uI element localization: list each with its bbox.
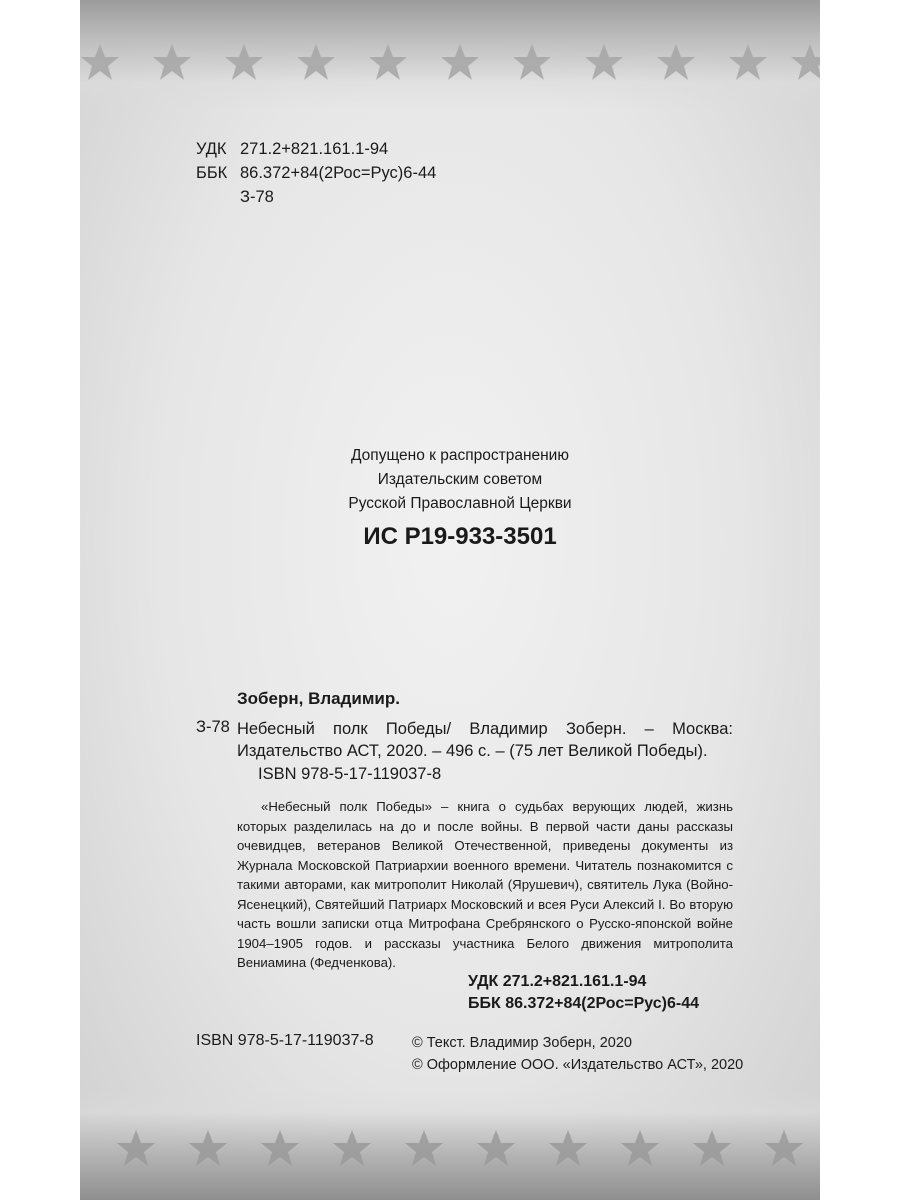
approval-number: ИС Р19-933-3501 — [363, 523, 557, 550]
approval-line-2: Издательским советом — [377, 471, 543, 488]
bbk-bold: ББК 86.372+84(2Рос=Рус)6-44 — [468, 995, 700, 1012]
catalog-codes-bold — [468, 971, 699, 1015]
bib-line-2: Издательство АСТ, 2020. – 496 с. – (75 лет Великой Победы). — [237, 742, 708, 760]
annotation-text: «Небесный полк Победы» – книга о судьбах верующих людей, жизнь которых разделилась на до и после войны. В первой части даны рассказы очевидцев, ветеранов Великой Отечественной, приведены документы из Журнала Московской Патриархии военного времени. Читатель познакомится с такими авторами, как митрополит Николай (Ярушевич), святитель Лука (Войно-Ясенецкий), Святейший Патриарх Московский и всея Руси Алексий I. Во вторую часть вошли записки отца Митрофана Сребрянского о Русско-японской войне 1904–1905 годов. и рассказы участника Белого движения митрополита Вениамина (Федченкова). — [237, 799, 733, 970]
author-name: Зоберн, Владимир. — [237, 689, 400, 708]
copyright-block — [412, 1032, 743, 1076]
star-pattern-icon — [80, 1128, 820, 1168]
annotation — [237, 797, 733, 973]
bib-author-mark: З-78 — [196, 718, 230, 736]
church-approval — [260, 444, 660, 554]
udk-label: УДК — [196, 140, 227, 158]
isbn-footer: ISBN 978-5-17-119037-8 — [196, 1032, 374, 1049]
isbn-record: ISBN 978-5-17-119037-8 — [258, 765, 442, 783]
page-background — [80, 0, 820, 1200]
udk-value: 271.2+821.161.1-94 — [240, 140, 389, 158]
author-mark: З-78 — [240, 188, 274, 206]
bib-line-1: Небесный полк Победы/ Владимир Зоберн. – Москва: — [237, 720, 733, 738]
catalog-codes — [196, 137, 436, 209]
approval-line-3: Русской Православной Церкви — [348, 495, 572, 512]
copyright-text: © Текст. Владимир Зоберн, 2020 — [412, 1035, 632, 1051]
approval-line-1: Допущено к распространению — [351, 447, 569, 464]
copyright-design: © Оформление ООО. «Издательство АСТ», 2020 — [412, 1057, 744, 1073]
bibliographic-description — [237, 718, 733, 762]
bbk-value: 86.372+84(2Рос=Рус)6-44 — [240, 164, 437, 182]
star-pattern-icon — [80, 42, 820, 82]
bbk-label: ББК — [196, 164, 228, 182]
udk-bold: УДК 271.2+821.161.1-94 — [468, 973, 647, 990]
